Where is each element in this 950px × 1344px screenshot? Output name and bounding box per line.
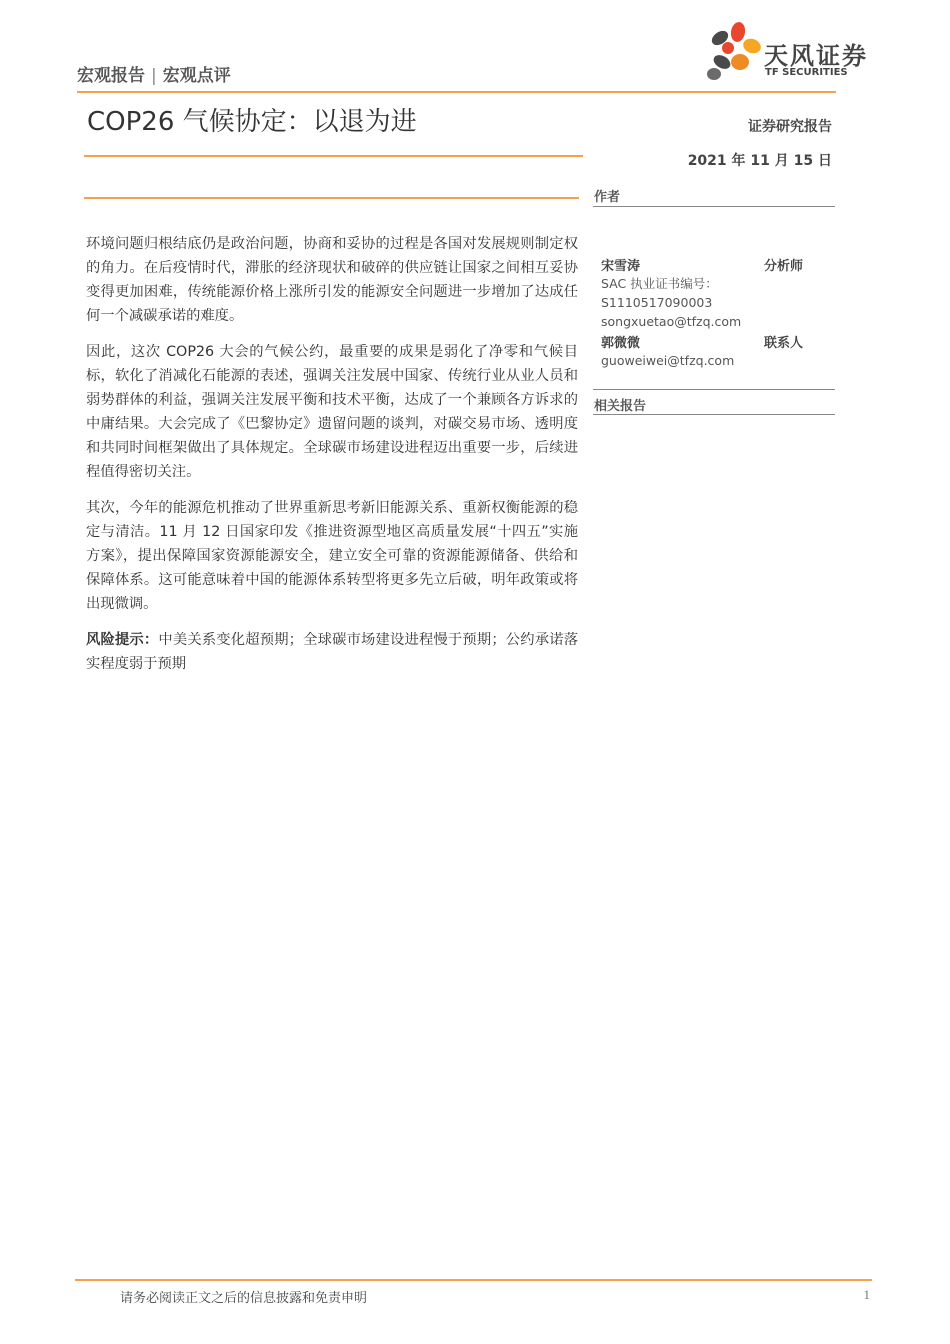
title-rule-bottom (84, 197, 579, 199)
risk-paragraph (86, 628, 578, 676)
report-type: 证券研究报告 (748, 119, 832, 135)
logo-text-en: TF SECURITIES (765, 67, 848, 78)
footer-disclaimer: 请务必阅读正文之后的信息披露和免责申明 (120, 1291, 368, 1306)
body-paragraph-3: 其次，今年的能源危机推动了世界重新思考新旧能源关系、重新权衡能源的稳定与清洁。11 月 12 日国家印发《推进资源型地区高质量发展“十四五”实施方案》，提出保障国家资源能源安全，建立安全可靠的资源能源储备、供给和保障体系。这可能意味着中国的能源体系转型将更多先立后破，明年政策或将出现微调。 (86, 500, 578, 612)
author-section-label: 作者 (594, 190, 621, 205)
category-separator: | (151, 66, 157, 86)
report-body (86, 232, 578, 688)
risk-label: 风险提示： (86, 632, 159, 648)
page-number: 1 (863, 1287, 870, 1302)
author-email-1[interactable]: songxuetao@tfzq.com (601, 314, 742, 329)
author-role-1: 分析师 (764, 259, 804, 274)
logo-text-cn: 天风证券 (764, 42, 868, 70)
footer-rule (75, 1279, 872, 1281)
author-role-2: 联系人 (764, 336, 804, 351)
author-cert-no-1: S1110517090003 (601, 295, 713, 310)
subcategory-label: 宏观点评 (162, 66, 231, 86)
author-name-1: 宋雪涛 (601, 259, 641, 274)
body-paragraph-2: 因此，这次 COP26 大会的气候公约，最重要的成果是弱化了净零和气候目标，软化了消减化石能源的表述，强调关注发展中国家、传统行业从业人员和弱势群体的利益，强调关注发展平衡和技术平衡，达成了一个兼顾各方诉求的中庸结果。大会完成了《巴黎协定》遗留问题的谈判，对碳交易市场、透明度和共同时间框架做出了具体规定。全球碳市场建设进程迈出重要一步，后续进程值得密切关注。 (86, 344, 578, 480)
body-paragraph-1: 环境问题归根结底仍是政治问题，协商和妥协的过程是各国对发展规则制定权的角力。在后疫情时代，滞胀的经济现状和破碎的供应链让国家之间相互妥协变得更加困难，传统能源价格上涨所引发的能源安全问题进一步增加了达成任何一个减碳承诺的难度。 (86, 236, 578, 324)
title-rule-top (84, 155, 583, 157)
author-name-2: 郭微微 (601, 336, 641, 351)
risk-text: 中美关系变化超预期；全球碳市场建设进程慢于预期；公约承诺落实程度弱于预期 (86, 632, 579, 672)
related-section-rule-bottom (593, 414, 835, 415)
related-section-rule-top (593, 389, 835, 390)
related-reports-label: 相关报告 (594, 399, 647, 414)
author-cert-label-1: SAC 执业证书编号： (601, 276, 718, 291)
category-label: 宏观报告 (77, 66, 145, 86)
header-rule (77, 91, 836, 93)
report-title: COP26 气候协定：以退为进 (87, 107, 417, 137)
author-email-2[interactable]: guoweiwei@tfzq.com (601, 353, 735, 368)
report-date: 2021 年 11 月 15 日 (687, 153, 832, 169)
author-section-rule (593, 206, 835, 207)
report-category (77, 61, 231, 86)
